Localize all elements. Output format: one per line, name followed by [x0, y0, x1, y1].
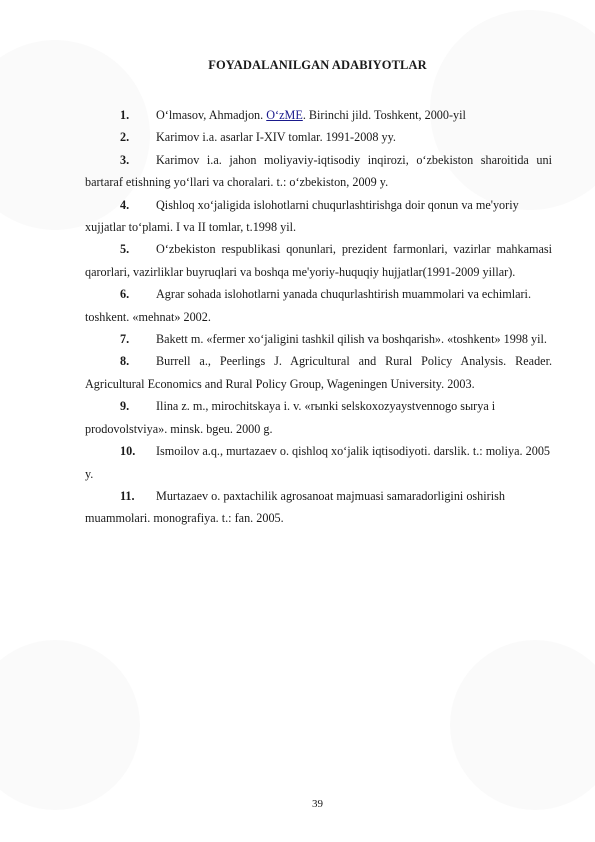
reference-text: O‘lmasov, Ahmadjon.	[156, 108, 267, 122]
reference-item	[85, 149, 552, 194]
reference-item	[85, 126, 552, 148]
reference-item	[85, 395, 552, 440]
reference-text: Karimov i.a. asarlar I-XIV tomlar. 1991-2008 yy.	[156, 130, 396, 145]
reference-text: Qishloq xo‘jaligida islohotlarni chuqurlashtirishga doir qonun va me'yoriy xujjatlar to‘plami. I va II tomlar, t.1998 yil.	[85, 197, 519, 235]
reference-number: 11.	[120, 488, 135, 503]
page-number: 39	[312, 798, 323, 810]
reference-number: 8.	[120, 354, 130, 369]
reference-text: O‘zbekiston respublikasi qonunlari, prezident farmonlari, vazirlar mahkamasi qarorlari, vazirliklar buyruqlari va boshqa me'yoriy-huquqiy hujjatlar(1991-2009 yillar).	[85, 242, 552, 279]
reference-list	[85, 104, 552, 530]
reference-item	[85, 485, 552, 530]
reference-item	[85, 238, 552, 283]
reference-text: Bakett m. «fermer xo‘jaligini tashkil qilish va boshqarish». «toshkent» 1998 yil.	[156, 332, 547, 347]
reference-text: Murtazaev o. paxtachilik agrosanoat majmuasi samaradorligini oshirish muammolari. monografiya. t.: fan. 2005.	[85, 488, 505, 526]
reference-text: Burrell a., Peerlings J. Agricultural and Rural Policy Analysis. Reader. Agricultural Economics and Rural Policy Group, Wageningen University. 2003.	[85, 354, 552, 391]
reference-text: Agrar sohada islohotlarni yanada chuqurlashtirish muammolari va echimlari. toshkent. «mehnat» 2002.	[85, 287, 531, 324]
reference-number: 10.	[120, 444, 136, 459]
reference-text-after-link: . Birinchi jild. Toshkent, 2000-yil	[302, 108, 466, 122]
reference-number: 5.	[120, 242, 130, 257]
reference-number: 9.	[120, 399, 130, 414]
page-title: FOYADALANILGAN ADABIYOTLAR	[208, 58, 427, 72]
reference-text: Ismoilov a.q., murtazaev o. qishloq xo‘jalik iqtisodiyoti. darslik. t.: moliya. 2005 y.	[85, 444, 551, 481]
reference-item	[85, 104, 552, 126]
reference-item	[85, 328, 552, 350]
reference-item	[85, 350, 552, 395]
reference-number: 3.	[120, 152, 130, 167]
reference-number: 4.	[120, 197, 130, 212]
reference-number: 2.	[120, 130, 130, 145]
reference-link[interactable]: O‘zME	[266, 108, 303, 122]
reference-item	[85, 194, 552, 239]
reference-text: Ilina z. m., mirochitskaya i. v. «rыnki selskoxozyaystvennogo sыrya i prodovolstviya». minsk. bgeu. 2000 g.	[85, 399, 496, 436]
watermark-shape	[0, 640, 140, 810]
reference-item	[85, 440, 552, 485]
reference-text: Karimov i.a. jahon moliyaviy-iqtisodiy inqirozi, o‘zbekiston sharoitida uni bartaraf etishning yo‘llari va choralari. t.: o‘zbekiston, 2009 y.	[85, 152, 552, 190]
reference-item	[85, 283, 552, 328]
watermark-shape	[450, 640, 595, 810]
reference-number: 7.	[120, 332, 130, 347]
reference-number: 1.	[120, 108, 130, 122]
reference-number: 6.	[120, 287, 130, 302]
